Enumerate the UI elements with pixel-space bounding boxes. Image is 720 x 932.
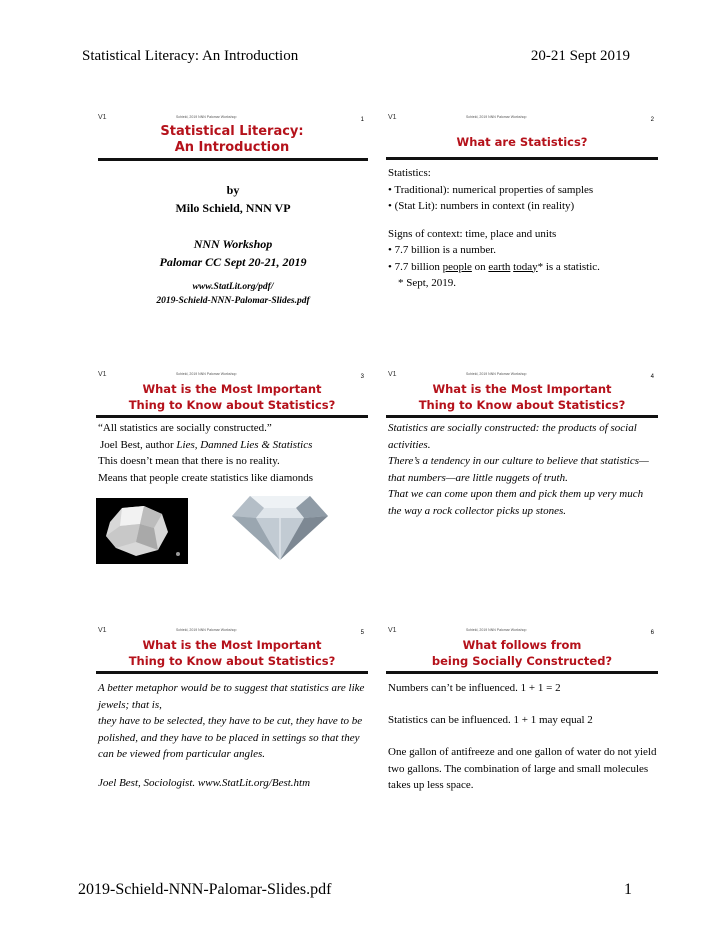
title-rule [98, 158, 368, 161]
antifreeze-paragraph: One gallon of antifreeze and one gallon of water do not yield two gallons. The combination of large and small molecules takes up less space. [388, 746, 657, 791]
attribution: Joel Best, author Lies, Damned Lies & Statistics [100, 438, 313, 451]
slide-body [98, 680, 368, 791]
bullet-statistic: • 7.7 billion people on earth today* is a statistic. [388, 260, 600, 273]
signs-of-context: Signs of context: time, place and units [388, 227, 557, 240]
slides-url: www.StatLit.org/pdf/ 2019-Schield-NNN-Palomar-Slides.pdf [156, 282, 310, 306]
paragraph-3: That we can come upon them and pick them up very much the way a rock collector picks up stones. [388, 488, 644, 517]
quote: “All statistics are socially constructed.” [98, 422, 272, 434]
slide-1 [94, 115, 370, 335]
slide-number: 4 [650, 374, 654, 380]
slide-credit: Schield, 2019 NNN Palomar Workshop [466, 372, 527, 376]
slide-3 [94, 372, 370, 592]
paragraph-1: A better metaphor would be to suggest that statistics are like jewels; that is, [98, 682, 365, 711]
reality-line: This doesn’t mean that there is no reality. [98, 455, 280, 467]
slide-body [388, 165, 658, 292]
title-rule [96, 671, 368, 674]
cut-diamond-image [226, 488, 334, 562]
slide-body [98, 420, 368, 486]
slide-credit: Schield, 2019 NNN Palomar Workshop [176, 628, 237, 632]
slide-meta [384, 115, 660, 125]
slide-title: What is the Most Important Thing to Know about Statistics? [128, 382, 336, 412]
title-rule [386, 415, 658, 418]
slide-6 [384, 628, 660, 848]
slide-version: V1 [388, 114, 397, 121]
slide-credit: Schield, 2019 NNN Palomar Workshop [176, 115, 237, 119]
event-venue: Palomar CC Sept 20-21, 2019 [159, 255, 307, 269]
header-title: Statistical Literacy: An Introduction [82, 48, 299, 64]
numbers-line: Numbers can’t be influenced. 1 + 1 = 2 [388, 682, 561, 694]
slide-version: V1 [388, 627, 397, 634]
slide-number: 2 [650, 117, 654, 123]
slide-title: What is the Most Important Thing to Know about Statistics? [128, 638, 336, 668]
paragraph-2: they have to be selected, they have to be cut, they have to be polished, and they have to be placed in settings so that they can be viewed from particular angles. [98, 715, 363, 760]
slide-credit: Schield, 2019 NNN Palomar Workshop [466, 628, 527, 632]
bullet-statlit: • (Stat Lit): numbers in context (in reality) [388, 200, 575, 212]
author-name: Milo Schield, NNN VP [175, 201, 291, 215]
slide-version: V1 [98, 371, 107, 378]
slide-number: 3 [360, 374, 364, 380]
statistics-line: Statistics can be influenced. 1 + 1 may equal 2 [388, 713, 593, 726]
title-rule [386, 671, 658, 674]
slide-body [388, 680, 658, 794]
bullet-number: • 7.7 billion is a number. [388, 244, 497, 256]
slide-credit: Schield, 2019 NNN Palomar Workshop [176, 372, 237, 376]
rough-diamond-image [96, 498, 188, 564]
bullet-traditional: • Traditional): numerical properties of samples [388, 183, 594, 196]
slide-title: Statistical Literacy: An Introduction [160, 124, 304, 155]
slide-credit: Schield, 2019 NNN Palomar Workshop [466, 115, 527, 119]
slide-number: 5 [360, 630, 364, 636]
diamonds-line: Means that people create statistics like diamonds [98, 471, 314, 484]
slide-version: V1 [98, 627, 107, 634]
footer-page-number: 1 [624, 881, 632, 898]
event-name: NNN Workshop [193, 237, 273, 251]
slide-5 [94, 628, 370, 848]
slide-version: V1 [388, 371, 397, 378]
statistics-intro: Statistics: [388, 167, 431, 179]
slide-title: What is the Most Important Thing to Know about Statistics? [418, 382, 626, 412]
slide-number: 6 [650, 630, 654, 636]
citation: Joel Best, Sociologist. www.StatLit.org/Best.htm [98, 776, 311, 789]
footer-filename: 2019-Schield-NNN-Palomar-Slides.pdf [78, 881, 332, 898]
slide-title: What follows from being Socially Constructed? [431, 638, 613, 668]
title-rule [96, 415, 368, 418]
paragraph-1: Statistics are socially constructed: the products of social activities. [388, 422, 637, 451]
slide-body [388, 420, 658, 519]
slide-4 [384, 372, 660, 592]
slide-body [98, 181, 368, 309]
slide-2 [384, 115, 660, 335]
slide-version: V1 [98, 114, 107, 121]
slide-number: 1 [360, 117, 364, 123]
footnote: * Sept, 2019. [398, 277, 457, 289]
paragraph-2: There’s a tendency in our culture to believe that statistics—that numbers—are little nuggets of truth. [388, 455, 649, 484]
by-label: by [226, 183, 240, 197]
header-date: 20-21 Sept 2019 [530, 48, 630, 64]
slide-title: What are Statistics? [456, 135, 588, 149]
title-rule [386, 157, 658, 160]
